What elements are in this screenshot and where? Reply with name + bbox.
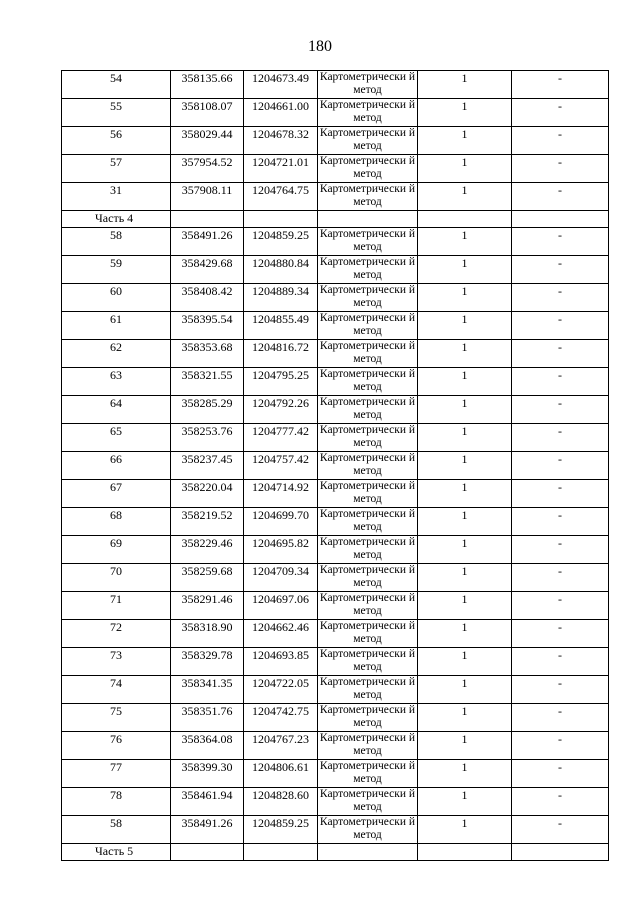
y-coordinate-cell: 1204792.26 bbox=[244, 396, 318, 424]
table-row bbox=[62, 127, 609, 155]
empty-cell bbox=[512, 844, 609, 861]
accuracy-cell: 1 bbox=[418, 508, 512, 536]
x-coordinate-cell: 357908.11 bbox=[171, 183, 244, 211]
table-row bbox=[62, 788, 609, 816]
accuracy-cell: 1 bbox=[418, 648, 512, 676]
table-row bbox=[62, 816, 609, 844]
table-row bbox=[62, 340, 609, 368]
point-number-cell: 72 bbox=[62, 620, 171, 648]
accuracy-cell: 1 bbox=[418, 155, 512, 183]
empty-cell bbox=[418, 211, 512, 228]
table-row bbox=[62, 536, 609, 564]
description-cell: - bbox=[512, 564, 609, 592]
point-number-cell: 54 bbox=[62, 71, 171, 99]
point-number-cell: 55 bbox=[62, 99, 171, 127]
accuracy-cell: 1 bbox=[418, 564, 512, 592]
description-cell: - bbox=[512, 99, 609, 127]
empty-cell bbox=[244, 844, 318, 861]
y-coordinate-cell: 1204828.60 bbox=[244, 788, 318, 816]
empty-cell bbox=[418, 844, 512, 861]
x-coordinate-cell: 358491.26 bbox=[171, 228, 244, 256]
method-cell: Картометрически й метод bbox=[318, 452, 418, 480]
y-coordinate-cell: 1204777.42 bbox=[244, 424, 318, 452]
x-coordinate-cell: 358461.94 bbox=[171, 788, 244, 816]
table-row bbox=[62, 71, 609, 99]
accuracy-cell: 1 bbox=[418, 788, 512, 816]
y-coordinate-cell: 1204697.06 bbox=[244, 592, 318, 620]
table-row bbox=[62, 620, 609, 648]
table-row bbox=[62, 368, 609, 396]
table-row bbox=[62, 99, 609, 127]
x-coordinate-cell: 358029.44 bbox=[171, 127, 244, 155]
table-row bbox=[62, 592, 609, 620]
table-row bbox=[62, 452, 609, 480]
description-cell: - bbox=[512, 620, 609, 648]
y-coordinate-cell: 1204661.00 bbox=[244, 99, 318, 127]
description-cell: - bbox=[512, 340, 609, 368]
y-coordinate-cell: 1204816.72 bbox=[244, 340, 318, 368]
description-cell: - bbox=[512, 480, 609, 508]
accuracy-cell: 1 bbox=[418, 816, 512, 844]
x-coordinate-cell: 358364.08 bbox=[171, 732, 244, 760]
empty-cell bbox=[512, 211, 609, 228]
point-number-cell: 61 bbox=[62, 312, 171, 340]
method-cell: Картометрически й метод bbox=[318, 284, 418, 312]
x-coordinate-cell: 358408.42 bbox=[171, 284, 244, 312]
description-cell: - bbox=[512, 788, 609, 816]
y-coordinate-cell: 1204709.34 bbox=[244, 564, 318, 592]
description-cell: - bbox=[512, 127, 609, 155]
point-number-cell: 65 bbox=[62, 424, 171, 452]
y-coordinate-cell: 1204806.61 bbox=[244, 760, 318, 788]
method-cell: Картометрически й метод bbox=[318, 155, 418, 183]
table-row bbox=[62, 732, 609, 760]
table-row bbox=[62, 155, 609, 183]
accuracy-cell: 1 bbox=[418, 312, 512, 340]
x-coordinate-cell: 358491.26 bbox=[171, 816, 244, 844]
description-cell: - bbox=[512, 452, 609, 480]
method-cell: Картометрически й метод bbox=[318, 396, 418, 424]
method-cell: Картометрически й метод bbox=[318, 71, 418, 99]
x-coordinate-cell: 358318.90 bbox=[171, 620, 244, 648]
empty-cell bbox=[318, 211, 418, 228]
method-cell: Картометрически й метод bbox=[318, 99, 418, 127]
y-coordinate-cell: 1204695.82 bbox=[244, 536, 318, 564]
description-cell: - bbox=[512, 155, 609, 183]
method-cell: Картометрически й метод bbox=[318, 480, 418, 508]
empty-cell bbox=[244, 211, 318, 228]
method-cell: Картометрически й метод bbox=[318, 183, 418, 211]
accuracy-cell: 1 bbox=[418, 71, 512, 99]
point-number-cell: 66 bbox=[62, 452, 171, 480]
description-cell: - bbox=[512, 732, 609, 760]
table-body bbox=[62, 71, 609, 861]
accuracy-cell: 1 bbox=[418, 480, 512, 508]
point-number-cell: 74 bbox=[62, 676, 171, 704]
description-cell: - bbox=[512, 676, 609, 704]
x-coordinate-cell: 358285.29 bbox=[171, 396, 244, 424]
accuracy-cell: 1 bbox=[418, 368, 512, 396]
y-coordinate-cell: 1204764.75 bbox=[244, 183, 318, 211]
empty-cell bbox=[171, 211, 244, 228]
method-cell: Картометрически й метод bbox=[318, 312, 418, 340]
point-number-cell: 73 bbox=[62, 648, 171, 676]
point-number-cell: 67 bbox=[62, 480, 171, 508]
description-cell: - bbox=[512, 256, 609, 284]
point-number-cell: 63 bbox=[62, 368, 171, 396]
description-cell: - bbox=[512, 71, 609, 99]
part-label: Часть 5 bbox=[62, 844, 171, 861]
coordinates-table bbox=[61, 70, 609, 861]
method-cell: Картометрически й метод bbox=[318, 788, 418, 816]
accuracy-cell: 1 bbox=[418, 620, 512, 648]
x-coordinate-cell: 358259.68 bbox=[171, 564, 244, 592]
description-cell: - bbox=[512, 704, 609, 732]
x-coordinate-cell: 358429.68 bbox=[171, 256, 244, 284]
description-cell: - bbox=[512, 592, 609, 620]
accuracy-cell: 1 bbox=[418, 592, 512, 620]
method-cell: Картометрически й метод bbox=[318, 732, 418, 760]
point-number-cell: 69 bbox=[62, 536, 171, 564]
y-coordinate-cell: 1204767.23 bbox=[244, 732, 318, 760]
description-cell: - bbox=[512, 536, 609, 564]
method-cell: Картометрически й метод bbox=[318, 760, 418, 788]
method-cell: Картометрически й метод bbox=[318, 648, 418, 676]
y-coordinate-cell: 1204662.46 bbox=[244, 620, 318, 648]
method-cell: Картометрически й метод bbox=[318, 340, 418, 368]
method-cell: Картометрически й метод bbox=[318, 592, 418, 620]
x-coordinate-cell: 358253.76 bbox=[171, 424, 244, 452]
y-coordinate-cell: 1204859.25 bbox=[244, 816, 318, 844]
y-coordinate-cell: 1204673.49 bbox=[244, 71, 318, 99]
point-number-cell: 70 bbox=[62, 564, 171, 592]
y-coordinate-cell: 1204693.85 bbox=[244, 648, 318, 676]
y-coordinate-cell: 1204721.01 bbox=[244, 155, 318, 183]
point-number-cell: 62 bbox=[62, 340, 171, 368]
accuracy-cell: 1 bbox=[418, 732, 512, 760]
point-number-cell: 58 bbox=[62, 816, 171, 844]
method-cell: Картометрически й метод bbox=[318, 564, 418, 592]
point-number-cell: 56 bbox=[62, 127, 171, 155]
x-coordinate-cell: 358395.54 bbox=[171, 312, 244, 340]
x-coordinate-cell: 358135.66 bbox=[171, 71, 244, 99]
accuracy-cell: 1 bbox=[418, 99, 512, 127]
page-number: 180 bbox=[308, 38, 332, 55]
method-cell: Картометрически й метод bbox=[318, 256, 418, 284]
point-number-cell: 68 bbox=[62, 508, 171, 536]
description-cell: - bbox=[512, 424, 609, 452]
accuracy-cell: 1 bbox=[418, 452, 512, 480]
table-row bbox=[62, 508, 609, 536]
accuracy-cell: 1 bbox=[418, 760, 512, 788]
accuracy-cell: 1 bbox=[418, 704, 512, 732]
part-header-row bbox=[62, 211, 609, 228]
method-cell: Картометрически й метод bbox=[318, 228, 418, 256]
y-coordinate-cell: 1204742.75 bbox=[244, 704, 318, 732]
description-cell: - bbox=[512, 508, 609, 536]
point-number-cell: 75 bbox=[62, 704, 171, 732]
y-coordinate-cell: 1204889.34 bbox=[244, 284, 318, 312]
accuracy-cell: 1 bbox=[418, 424, 512, 452]
table-row bbox=[62, 648, 609, 676]
accuracy-cell: 1 bbox=[418, 127, 512, 155]
table-row bbox=[62, 256, 609, 284]
description-cell: - bbox=[512, 760, 609, 788]
table-row bbox=[62, 704, 609, 732]
x-coordinate-cell: 357954.52 bbox=[171, 155, 244, 183]
table-row bbox=[62, 424, 609, 452]
description-cell: - bbox=[512, 816, 609, 844]
description-cell: - bbox=[512, 183, 609, 211]
method-cell: Картометрически й метод bbox=[318, 704, 418, 732]
y-coordinate-cell: 1204722.05 bbox=[244, 676, 318, 704]
table-row bbox=[62, 183, 609, 211]
point-number-cell: 59 bbox=[62, 256, 171, 284]
x-coordinate-cell: 358341.35 bbox=[171, 676, 244, 704]
table-row bbox=[62, 676, 609, 704]
accuracy-cell: 1 bbox=[418, 284, 512, 312]
y-coordinate-cell: 1204699.70 bbox=[244, 508, 318, 536]
description-cell: - bbox=[512, 312, 609, 340]
table-row bbox=[62, 284, 609, 312]
accuracy-cell: 1 bbox=[418, 228, 512, 256]
description-cell: - bbox=[512, 228, 609, 256]
description-cell: - bbox=[512, 396, 609, 424]
point-number-cell: 64 bbox=[62, 396, 171, 424]
x-coordinate-cell: 358321.55 bbox=[171, 368, 244, 396]
accuracy-cell: 1 bbox=[418, 536, 512, 564]
description-cell: - bbox=[512, 648, 609, 676]
table-row bbox=[62, 228, 609, 256]
description-cell: - bbox=[512, 284, 609, 312]
point-number-cell: 58 bbox=[62, 228, 171, 256]
point-number-cell: 57 bbox=[62, 155, 171, 183]
y-coordinate-cell: 1204859.25 bbox=[244, 228, 318, 256]
method-cell: Картометрически й метод bbox=[318, 424, 418, 452]
accuracy-cell: 1 bbox=[418, 256, 512, 284]
table-row bbox=[62, 396, 609, 424]
table-row bbox=[62, 760, 609, 788]
method-cell: Картометрически й метод bbox=[318, 816, 418, 844]
part-label: Часть 4 bbox=[62, 211, 171, 228]
x-coordinate-cell: 358229.46 bbox=[171, 536, 244, 564]
x-coordinate-cell: 358399.30 bbox=[171, 760, 244, 788]
method-cell: Картометрически й метод bbox=[318, 508, 418, 536]
empty-cell bbox=[318, 844, 418, 861]
x-coordinate-cell: 358353.68 bbox=[171, 340, 244, 368]
x-coordinate-cell: 358237.45 bbox=[171, 452, 244, 480]
x-coordinate-cell: 358329.78 bbox=[171, 648, 244, 676]
empty-cell bbox=[171, 844, 244, 861]
table-row bbox=[62, 564, 609, 592]
x-coordinate-cell: 358351.76 bbox=[171, 704, 244, 732]
description-cell: - bbox=[512, 368, 609, 396]
part-header-row bbox=[62, 844, 609, 861]
y-coordinate-cell: 1204714.92 bbox=[244, 480, 318, 508]
x-coordinate-cell: 358220.04 bbox=[171, 480, 244, 508]
method-cell: Картометрически й метод bbox=[318, 536, 418, 564]
method-cell: Картометрически й метод bbox=[318, 676, 418, 704]
accuracy-cell: 1 bbox=[418, 340, 512, 368]
y-coordinate-cell: 1204795.25 bbox=[244, 368, 318, 396]
point-number-cell: 71 bbox=[62, 592, 171, 620]
table-row bbox=[62, 312, 609, 340]
x-coordinate-cell: 358291.46 bbox=[171, 592, 244, 620]
point-number-cell: 77 bbox=[62, 760, 171, 788]
y-coordinate-cell: 1204678.32 bbox=[244, 127, 318, 155]
y-coordinate-cell: 1204757.42 bbox=[244, 452, 318, 480]
accuracy-cell: 1 bbox=[418, 183, 512, 211]
method-cell: Картометрически й метод bbox=[318, 127, 418, 155]
accuracy-cell: 1 bbox=[418, 676, 512, 704]
accuracy-cell: 1 bbox=[418, 396, 512, 424]
method-cell: Картометрически й метод bbox=[318, 620, 418, 648]
point-number-cell: 76 bbox=[62, 732, 171, 760]
x-coordinate-cell: 358108.07 bbox=[171, 99, 244, 127]
point-number-cell: 78 bbox=[62, 788, 171, 816]
table-row bbox=[62, 480, 609, 508]
point-number-cell: 60 bbox=[62, 284, 171, 312]
y-coordinate-cell: 1204855.49 bbox=[244, 312, 318, 340]
point-number-cell: 31 bbox=[62, 183, 171, 211]
y-coordinate-cell: 1204880.84 bbox=[244, 256, 318, 284]
x-coordinate-cell: 358219.52 bbox=[171, 508, 244, 536]
method-cell: Картометрически й метод bbox=[318, 368, 418, 396]
